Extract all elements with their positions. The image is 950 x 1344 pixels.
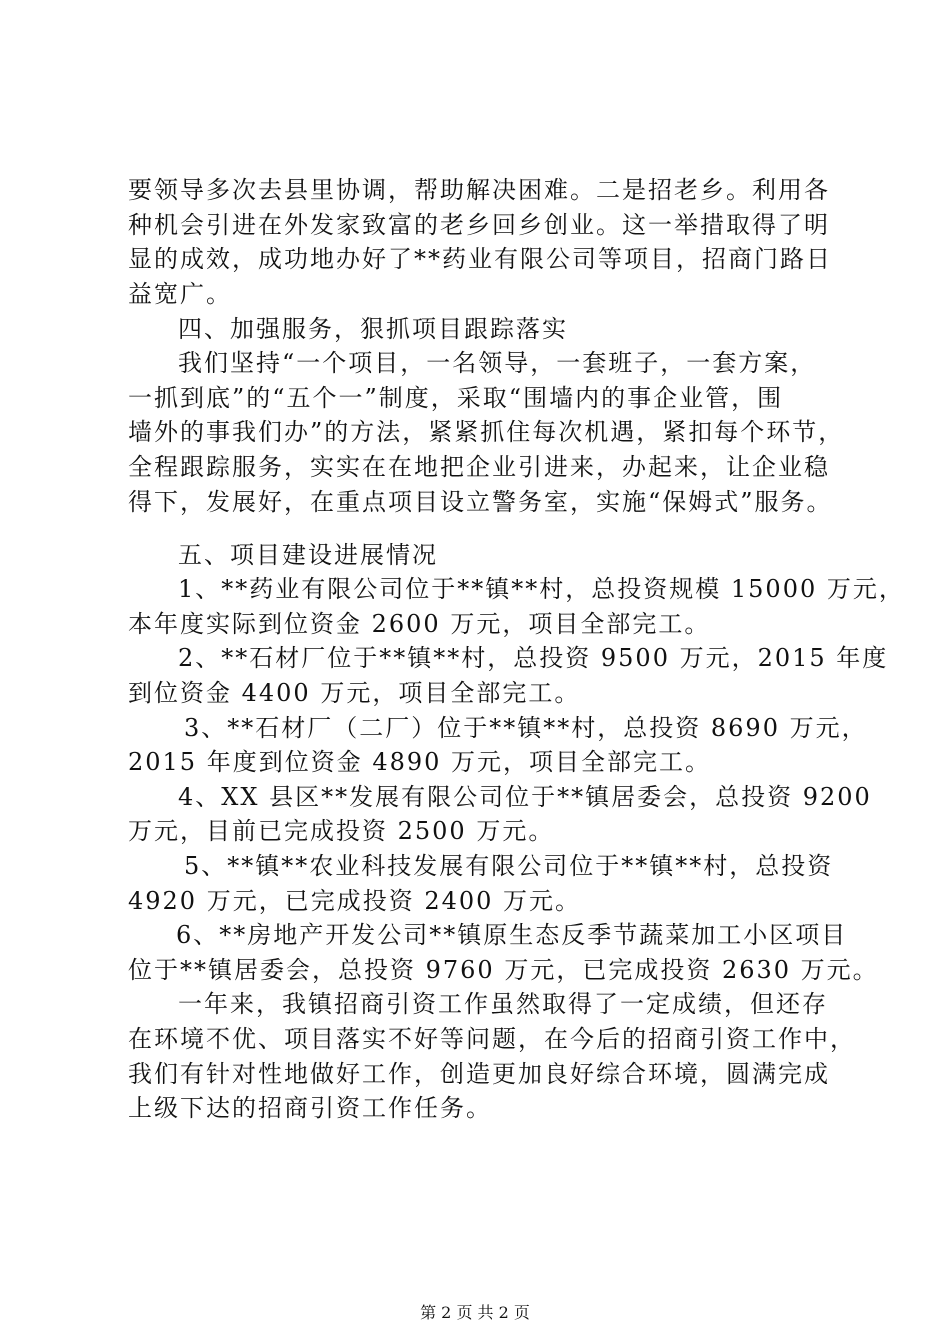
body-text-line: 种机会引进在外发家致富的老乡回乡创业。这一举措取得了明	[128, 211, 830, 239]
body-text-line: 要领导多次去县里协调，帮助解决困难。二是招老乡。利用各	[128, 176, 830, 204]
project-item-line: 1、**药业有限公司位于**镇**村，总投资规模 15000 万元，	[178, 575, 905, 603]
project-item-line: 万元，目前已完成投资 2500 万元。	[128, 817, 555, 845]
body-text-line: 益宽广。	[128, 280, 232, 308]
project-item-line: 位于**镇居委会，总投资 9760 万元，已完成投资 2630 万元。	[128, 956, 879, 984]
project-item-line: 6、**房地产开发公司**镇原生态反季节蔬菜加工小区项目	[176, 921, 848, 949]
project-item-line: 4920 万元，已完成投资 2400 万元。	[128, 887, 582, 915]
page-number-footer: 第 2 页 共 2 页	[420, 1303, 530, 1322]
project-item-line: 到位资金 4400 万元，项目全部完工。	[128, 679, 581, 707]
project-item-line: 2015 年度到位资金 4890 万元，项目全部完工。	[128, 748, 712, 776]
project-item-line: 5、**镇**农业科技发展有限公司位于**镇**村，总投资	[184, 852, 834, 880]
body-text-line: 一年来，我镇招商引资工作虽然取得了一定成绩，但还存	[178, 990, 828, 1018]
body-text-line: 墙外的事我们办”的方法，紧紧抓住每次机遇，紧扣每个环节，	[128, 418, 845, 446]
project-item-line: 2、**石材厂位于**镇**村，总投资 9500 万元，2015 年度	[178, 644, 889, 672]
body-text-line: 显的成效，成功地办好了**药业有限公司等项目，招商门路日	[128, 245, 832, 273]
project-item-line: 3、**石材厂（二厂）位于**镇**村，总投资 8690 万元，	[184, 714, 868, 742]
body-text-line: 一抓到底”的“五个一”制度，采取“围墙内的事企业管，围	[128, 384, 784, 412]
body-text-line: 全程跟踪服务，实实在在地把企业引进来，办起来，让企业稳	[128, 453, 830, 481]
body-text-line: 得下，发展好，在重点项目设立警务室，实施“保姆式”服务。	[128, 488, 833, 516]
body-text-line: 上级下达的招商引资工作任务。	[128, 1094, 492, 1122]
project-item-line: 本年度实际到位资金 2600 万元，项目全部完工。	[128, 610, 711, 638]
section-heading: 四、加强服务，狠抓项目跟踪落实	[178, 315, 568, 343]
body-text-line: 我们有针对性地做好工作，创造更加良好综合环境，圆满完成	[128, 1060, 830, 1088]
section-heading: 五、项目建设进展情况	[178, 541, 438, 569]
body-text-line: 我们坚持“一个项目，一名领导，一套班子，一套方案，	[178, 349, 817, 377]
project-item-line: 4、XX 县区**发展有限公司位于**镇居委会，总投资 9200	[178, 783, 872, 811]
body-text-line: 在环境不优、项目落实不好等问题，在今后的招商引资工作中，	[128, 1025, 856, 1053]
